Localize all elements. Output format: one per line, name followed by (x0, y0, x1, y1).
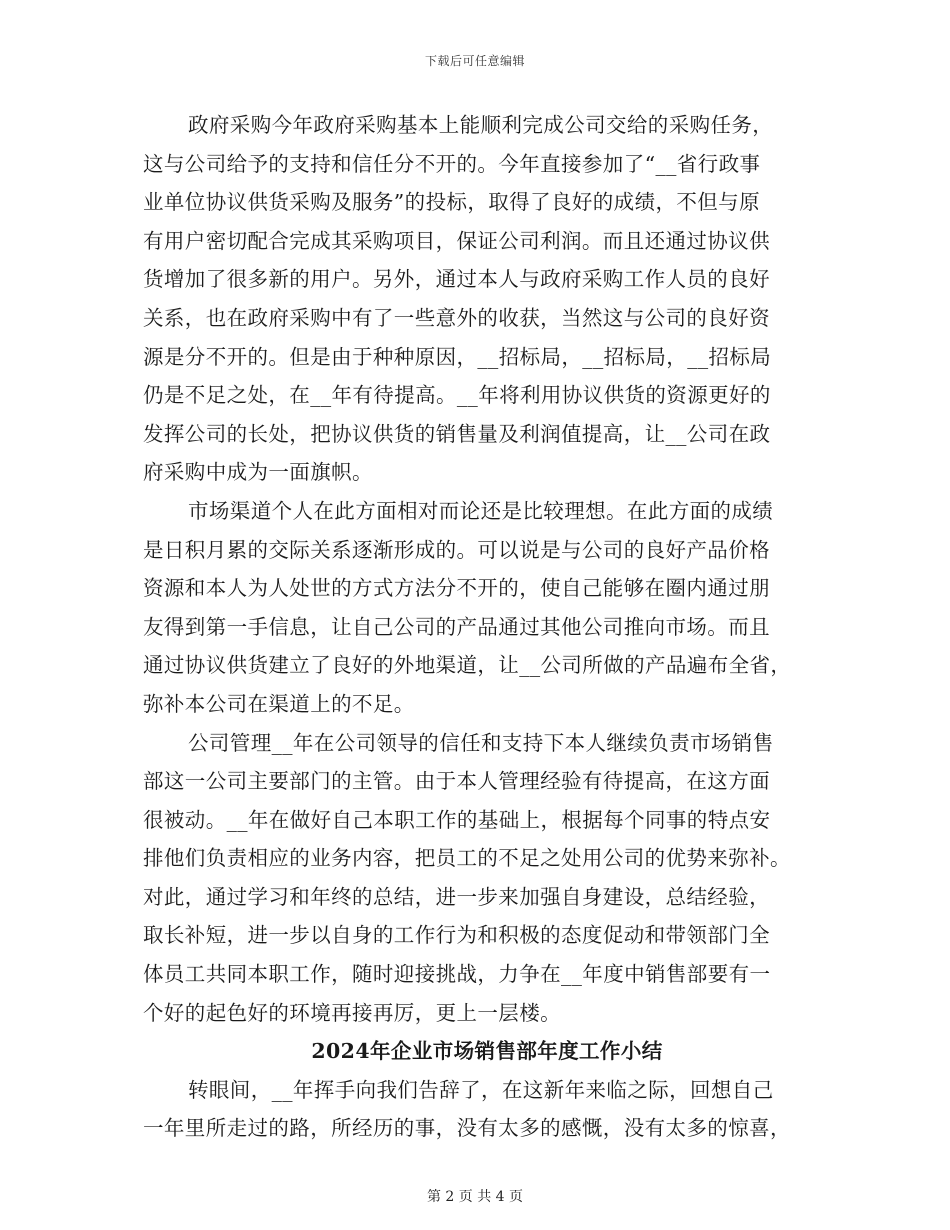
paragraph-line: 业单位协议供货采购及服务”的投标，取得了良好的成绩，不但与原 (143, 190, 760, 215)
paragraph-line: 友得到第一手信息，让自己公司的产品通过其他公司推向市场。而且 (143, 614, 770, 639)
paragraph-line: 这与公司给予的支持和信任分不开的。今年直接参加了“__省行政事 (143, 151, 761, 176)
paragraph-line: 关系，也在政府采购中有了一些意外的收获，当然这与公司的良好资 (143, 305, 770, 330)
paragraph-line: 是日积月累的交际关系逐渐形成的。可以说是与公司的良好产品价格 (143, 537, 770, 562)
paragraph-line: 部这一公司主要部门的主管。由于本人管理经验有待提高，在这方面 (143, 769, 770, 794)
paragraph-line: 很被动。__年在做好自己本职工作的基础上，根据每个同事的特点安 (143, 807, 771, 832)
paragraph-line: 资源和本人为人处世的方式方法分不开的，使自己能够在圈内通过朋 (143, 576, 770, 601)
paragraph-line: 市场渠道个人在此方面相对而论还是比较理想。在此方面的成绩 (188, 498, 774, 523)
paragraph-line: 仍是不足之处，在__年有待提高。__年将利用协议供货的资源更好的 (143, 383, 771, 408)
paragraph-line: 弥补本公司在渠道上的不足。 (143, 691, 415, 716)
paragraph-line: 体员工共同本职工作，随时迎接挑战，力争在__年度中销售部要有一 (143, 962, 771, 987)
document-body (143, 106, 813, 1148)
paragraph-line: 发挥公司的长处，把协议供货的销售量及利润值提高，让__公司在政 (143, 421, 771, 446)
paragraph-line: 公司管理__年在公司领导的信任和支持下本人继续负责市场销售 (188, 730, 774, 755)
page-footer: 第 2 页 共 4 页 (426, 1189, 524, 1205)
paragraph-line: 对此，通过学习和年终的总结，进一步来加强自身建设，总结经验， (143, 884, 770, 909)
paragraph-line: 货增加了很多新的用户。另外，通过本人与政府采购工作人员的良好 (143, 267, 770, 292)
paragraph-line: 一年里所走过的路，所经历的事，没有太多的感慨，没有太多的惊喜， (143, 1116, 791, 1141)
paragraph-line: 个好的起色好的环境再接再厉，更上一层楼。 (143, 1000, 561, 1025)
paragraph-line: 通过协议供货建立了良好的外地渠道，让__公司所做的产品遍布全省， (143, 653, 792, 678)
paragraph-line: 府采购中成为一面旗帜。 (143, 460, 373, 485)
paragraph-line: 政府采购今年政府采购基本上能顺利完成公司交给的采购任务， (188, 113, 774, 137)
paragraph-line: 取长补短，进一步以自身的工作行为和积极的态度促动和带领部门全 (143, 923, 770, 948)
page-header: 下载后可任意编辑 (424, 54, 525, 68)
paragraph-line: 排他们负责相应的业务内容，把员工的不足之处用公司的优势来弥补。 (143, 846, 791, 871)
paragraph-line: 源是分不开的。但是由于种种原因，__招标局，__招标局，__招标局 (143, 344, 772, 369)
section-heading: 2024年企业市场销售部年度工作小结 (311, 1039, 663, 1064)
paragraph-line: 有用户密切配合完成其采购项目，保证公司利润。而且还通过协议供 (143, 228, 770, 253)
paragraph-line: 转眼间，__年挥手向我们告辞了，在这新年来临之际，回想自己 (188, 1077, 774, 1102)
